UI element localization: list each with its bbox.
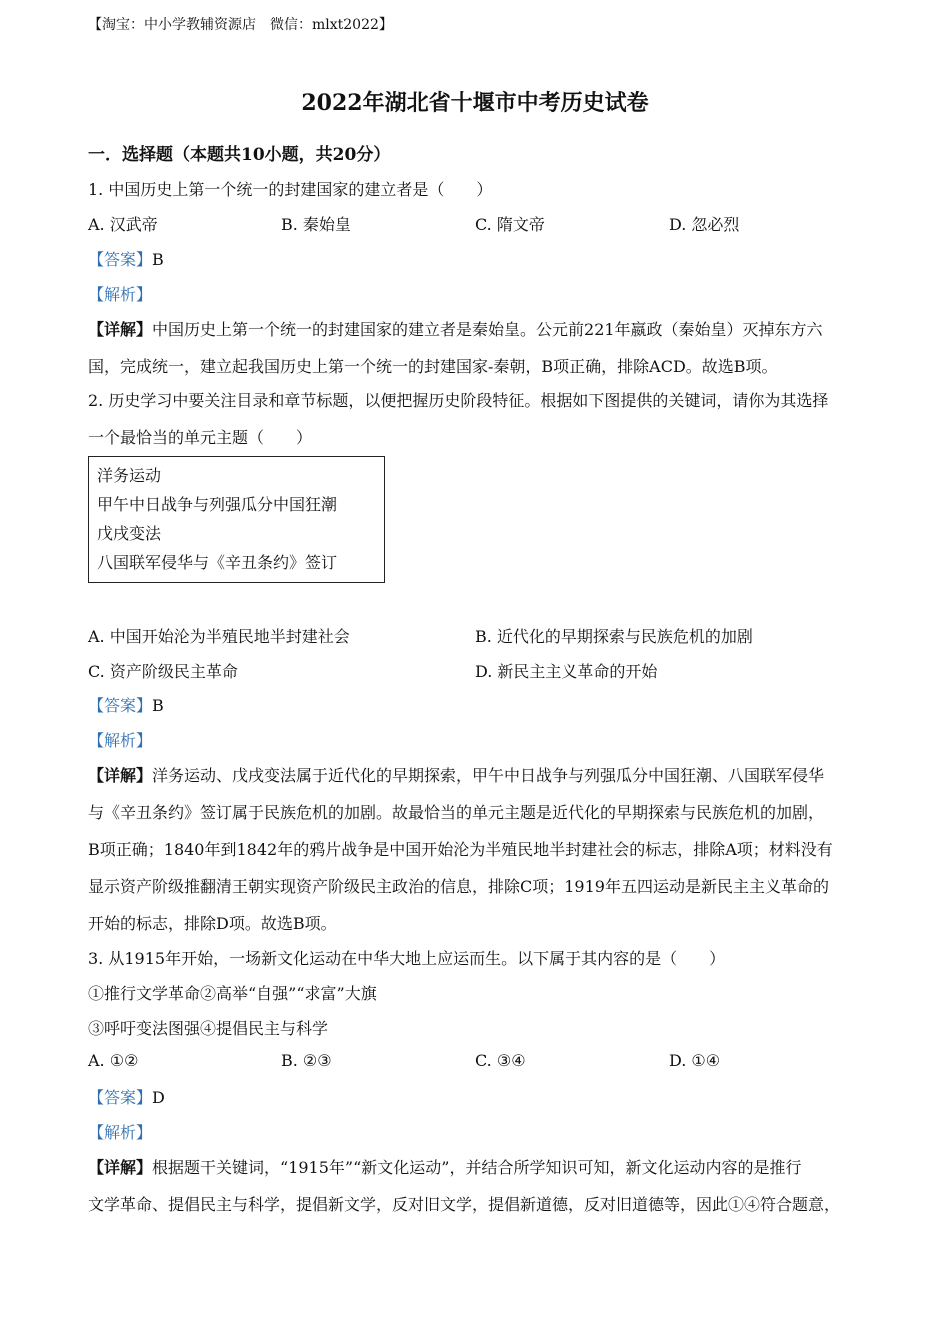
- q1-option-a: A. 汉武帝: [88, 215, 158, 234]
- q2-option-d: D. 新民主主义革命的开始: [475, 662, 658, 681]
- keyword-item: 戊戌变法: [97, 524, 162, 543]
- answer-value: B: [152, 250, 164, 269]
- q2-option-a: A. 中国开始沦为半殖民地半封建社会: [88, 627, 350, 646]
- q3-analysis-tag: 【解析】: [88, 1123, 153, 1142]
- q3-option-a: A. ①②: [88, 1051, 139, 1070]
- detail-text: 洋务运动、戊戌变法属于近代化的早期探索，甲午中日战争与列强瓜分中国狂潮、八国联军侵华: [152, 766, 825, 785]
- q1-detail-line: 国，完成统一，建立起我国历史上第一个统一的封建国家-秦朝，B项正确，排除ACD。故选B项。: [88, 357, 778, 376]
- q1-stem: 1. 中国历史上第一个统一的封建国家的建立者是（ ）: [88, 180, 493, 199]
- q2-stem-line: 2. 历史学习中要关注目录和章节标题，以便把握历史阶段特征。根据如下图提供的关键词，请你为其选择: [88, 391, 829, 410]
- answer-tag: 【答案】: [88, 250, 153, 269]
- q1-detail-line: [88, 317, 823, 340]
- section-heading: 一．选择题（本题共10小题，共20分）: [88, 145, 391, 165]
- detail-text: 根据题干关键词，“1915年”“新文化运动”，并结合所学知识可知，新文化运动内容的是推行: [152, 1158, 802, 1177]
- keyword-item: 洋务运动: [97, 466, 162, 485]
- page-title: 2022年湖北省十堰市中考历史试卷: [301, 90, 649, 116]
- q3-items-line: ③呼吁变法图强④提倡民主与科学: [88, 1019, 329, 1038]
- q3-items-line: ①推行文学革命②高举“自强”“求富”大旗: [88, 984, 377, 1003]
- q2-answer: [88, 693, 164, 716]
- q2-detail-line: 与《辛丑条约》签订属于民族危机的加剧。故最恰当的单元主题是近代化的早期探索与民族危机的加剧，: [88, 803, 825, 822]
- detail-tag: 【详解】: [88, 320, 153, 339]
- page-header: 【淘宝：中小学教辅资源店 微信：mlxt2022】: [88, 17, 393, 33]
- q2-detail-line: B项正确；1840年到1842年的鸦片战争是中国开始沦为半殖民地半封建社会的标志，排除A项；材料没有: [88, 840, 833, 859]
- answer-tag: 【答案】: [88, 1088, 153, 1107]
- answer-tag: 【答案】: [88, 696, 153, 715]
- q3-answer: [88, 1085, 165, 1108]
- keyword-item: 八国联军侵华与《辛丑条约》签订: [97, 553, 338, 572]
- q3-stem: 3. 从1915年开始，一场新文化运动在中华大地上应运而生。以下属于其内容的是（ ）: [88, 949, 726, 968]
- q3-option-b: B. ②③: [281, 1051, 332, 1070]
- q2-stem-line: 一个最恰当的单元主题（ ）: [88, 428, 313, 447]
- q1-analysis-tag: 【解析】: [88, 285, 153, 304]
- q2-option-c: C. 资产阶级民主革命: [88, 662, 238, 681]
- keyword-item: 甲午中日战争与列强瓜分中国狂潮: [97, 495, 338, 514]
- q3-option-c: C. ③④: [475, 1051, 526, 1070]
- q2-detail-line: 开始的标志，排除D项。故选B项。: [88, 914, 337, 933]
- q1-option-c: C. 隋文帝: [475, 215, 545, 234]
- q2-detail-line: [88, 763, 824, 786]
- detail-text: 中国历史上第一个统一的封建国家的建立者是秦始皇。公元前221年嬴政（秦始皇）灭掉东方六: [152, 320, 823, 339]
- q2-analysis-tag: 【解析】: [88, 731, 153, 750]
- q3-option-d: D. ①④: [669, 1051, 721, 1070]
- q3-detail-line: [88, 1155, 801, 1178]
- q1-option-d: D. 忽必烈: [669, 215, 740, 234]
- q2-option-b: B. 近代化的早期探索与民族危机的加剧: [475, 627, 753, 646]
- keyword-box: [88, 456, 385, 583]
- q2-detail-line: 显示资产阶级推翻清王朝实现资产阶级民主政治的信息，排除C项；1919年五四运动是新民主主义革命的: [88, 877, 829, 896]
- q1-option-b: B. 秦始皇: [281, 215, 351, 234]
- detail-tag: 【详解】: [88, 766, 153, 785]
- q1-answer: [88, 247, 164, 270]
- detail-tag: 【详解】: [88, 1158, 153, 1177]
- q3-detail-line: 文学革命、提倡民主与科学，提倡新文学，反对旧文学，提倡新道德，反对旧道德等，因此①④符合题意，: [88, 1195, 841, 1214]
- answer-value: B: [152, 696, 164, 715]
- answer-value: D: [152, 1088, 165, 1107]
